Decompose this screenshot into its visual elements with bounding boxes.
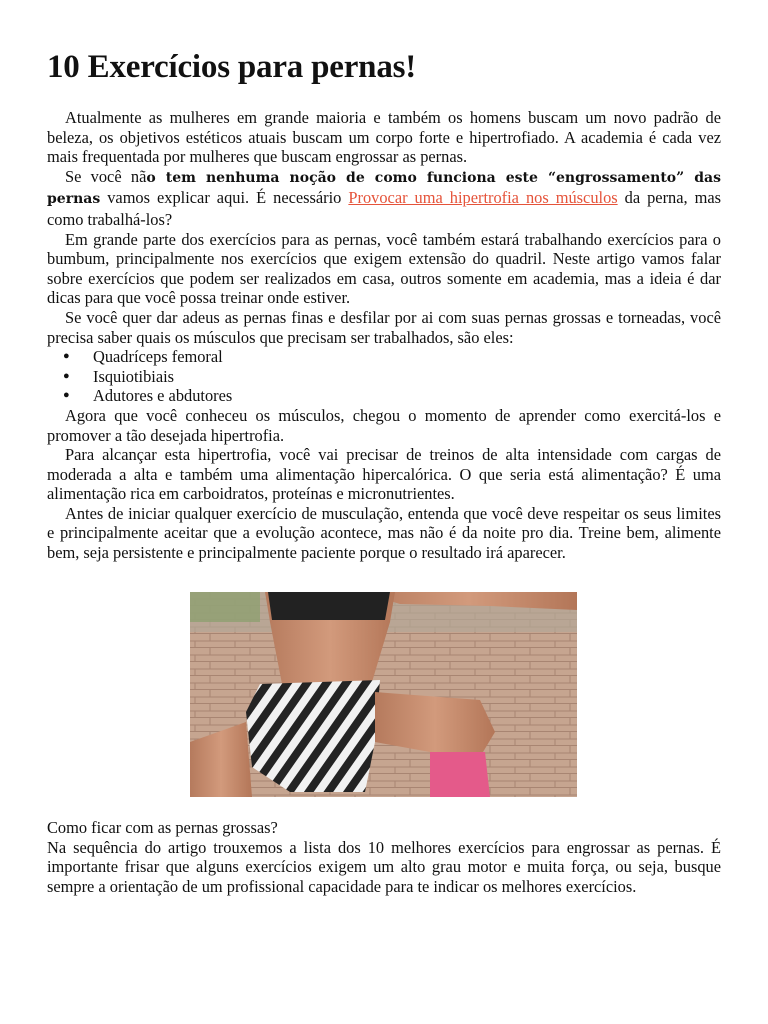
hypertrophy-link[interactable]: Provocar uma hipertrofia nos músculos [348, 188, 618, 208]
bold-phrase: o tem nenhuma noção de como funciona este “engrossamento” das pernas [47, 169, 721, 208]
list-item [47, 386, 721, 406]
paragraph-now: Agora que você conheceu os músculos, chegou o momento de aprender como exercitá-los e promover a tão desejada hipertrofia. [47, 405, 721, 445]
list-item-label: Quadríceps femoral [93, 347, 223, 367]
paragraph-text: Se você nã [65, 166, 147, 186]
paragraph-engrossamento [47, 167, 721, 230]
paragraph-limits: Antes de iniciar qualquer exercício de musculação, entenda que você deve respeitar os seus limites e principalmente aceitar que a evolução acontece, mas não é da noite pro dia. Treine bem, alimente bem, seja persistente e principalmente paciente porque o resultado irá aparecer. [47, 503, 721, 563]
bullet-icon: ● [63, 389, 70, 402]
paragraph-intro: Atualmente as mulheres em grande maioria e também os homens buscam um novo padrão de beleza, os objetivos estéticos atuais buscam um corpo forte e hipertrofiado. A academia é cada vez mais frequentada por mulheres que buscam engrossar as pernas. [47, 108, 721, 167]
section-subheading: Como ficar com as pernas grossas? [47, 818, 278, 837]
list-item [47, 347, 721, 367]
paragraph-text: vamos explicar aqui. É necessário [100, 188, 349, 208]
article-body [47, 108, 721, 563]
exercise-photo-image [190, 592, 577, 797]
bullet-icon: ● [63, 369, 70, 382]
paragraph-list-intro: Na sequência do artigo trouxemos a lista dos 10 melhores exercícios para engrossar as pernas. É importante frisar que alguns exercícios exigem um alto grau motor e muita força, ou seja, busque sempre a orientação de um profissional capacidade para te indicar os melhores exercícios. [47, 837, 721, 896]
paragraph-training: Para alcançar esta hipertrofia, você vai precisar de treinos de alta intensidade com cargas de moderada a alta e também uma alimentação hipercalórica. O que seria está alimentação? É uma alimentação rica em carboidratos, proteínas e micronutrientes. [47, 445, 721, 504]
list-item [47, 367, 721, 387]
page-title: 10 Exercícios para pernas! [47, 49, 417, 85]
list-item-label: Isquiotibiais [93, 366, 175, 386]
paragraph-text: da perna, mas como trabalhá-los? [47, 188, 722, 229]
exercise-photo [190, 592, 577, 797]
paragraph-bumbum: Em grande parte dos exercícios para as pernas, você também estará trabalhando exercícios para o bumbum, principalmente nos exercícios que exigem extensão do quadril. Neste artigo vamos falar sobre exercícios que podem ser realizados em casa, outros somente em academia, mas a ideia é dar dicas para que você possa treinar onde estiver. [47, 229, 721, 308]
article-continuation [47, 818, 721, 896]
bullet-icon: ● [63, 350, 70, 363]
paragraph-muscles-intro: Se você quer dar adeus as pernas finas e desfilar por ai com suas pernas grossas e torneadas, você precisa saber quais os músculos que precisam ser trabalhados, são eles: [47, 307, 721, 347]
muscle-list [47, 347, 721, 406]
list-item-label: Adutores e abdutores [93, 386, 233, 406]
article [47, 46, 721, 563]
